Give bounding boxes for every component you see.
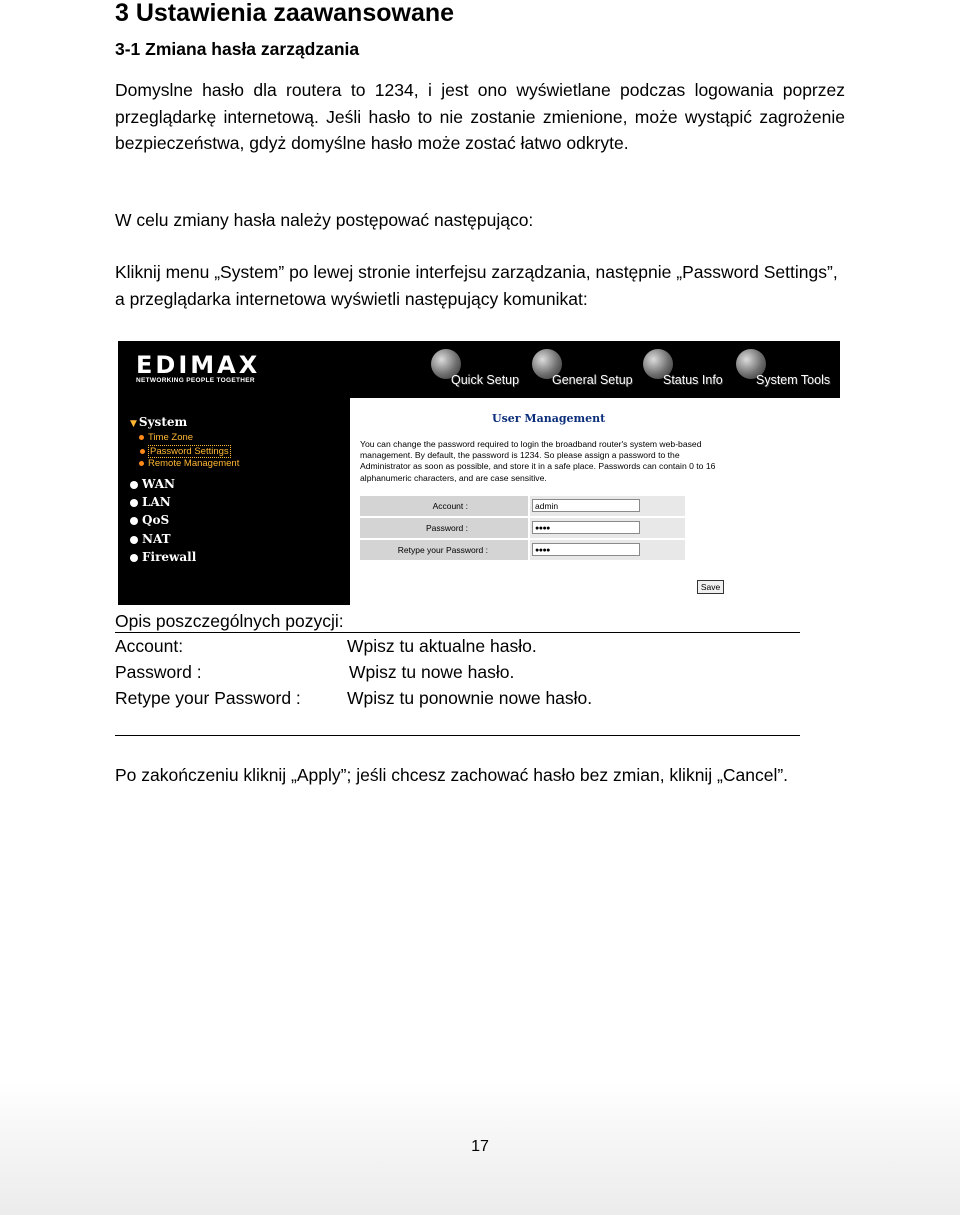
definition-term: Account: (115, 636, 184, 656)
sidebar-item-nat[interactable] (130, 532, 171, 546)
definition-description: Wpisz tu aktualne hasło. (347, 636, 537, 656)
password-label: Password : (425, 523, 468, 533)
edimax-logo: EDIMAX (136, 351, 261, 379)
sidebar-item-label: Remote Management (148, 458, 240, 469)
nav-status-info[interactable] (663, 357, 723, 389)
definition-term: Password : (115, 662, 202, 682)
sidebar-item-label: System (138, 415, 188, 429)
bullet-icon (130, 517, 138, 525)
sidebar-item-lan[interactable] (130, 495, 171, 509)
sidebar-item-system[interactable] (130, 415, 187, 431)
retype-password-input[interactable]: ●●●● (532, 543, 640, 556)
form-row-password (360, 518, 685, 538)
sidebar-item-qos[interactable] (130, 513, 169, 527)
subsection-heading: 3-1 Zmiana hasła zarządzania (115, 39, 360, 59)
definition-term: Retype your Password : (115, 688, 301, 708)
retype-password-label: Retype your Password : (397, 545, 488, 555)
instruction-paragraph: W celu zmiany hasła należy postępować następująco: (115, 210, 534, 230)
sidebar-item-label: WAN (142, 477, 175, 491)
definition-description: Wpisz tu ponownie nowe hasło. (347, 688, 593, 708)
intro-paragraph: Domyslne hasło dla routera to 1234, i jest ono wyświetlane podczas logowania poprzez przeglądarkę internetową. Jeśli hasło to nie zostanie zmienione, może wystąpić zagrożenie bezpieczeństwa, gdyż domyślne hasło może zostać łatwo odkryte. (115, 80, 845, 153)
sidebar-item-firewall[interactable] (130, 550, 196, 564)
nav-quick-setup[interactable] (451, 357, 519, 389)
definitions-heading: Opis poszczególnych pozycji: (115, 611, 344, 631)
page-title: User Management (492, 412, 606, 425)
router-content (350, 398, 840, 605)
nav-general-setup[interactable] (552, 357, 633, 389)
sidebar-item-label: Time Zone (148, 432, 194, 443)
sidebar-item-password-settings[interactable] (148, 445, 231, 458)
bullet-icon (130, 481, 138, 489)
divider (115, 735, 800, 736)
bullet-icon (140, 449, 145, 454)
chevron-down-icon: ▼ (130, 419, 137, 429)
sidebar-item-label: NAT (142, 532, 171, 546)
sidebar-item-label: Password Settings (150, 446, 229, 457)
page-number: 17 (471, 1138, 489, 1155)
definition-description: Wpisz tu nowe hasło. (349, 662, 515, 682)
form-row-account (360, 496, 685, 516)
router-sidebar (118, 398, 350, 605)
section-heading: 3 Ustawienia zaawansowane (115, 0, 455, 27)
form-row-retype (360, 540, 685, 560)
divider (115, 632, 800, 633)
bullet-icon (130, 554, 138, 562)
nav-label: Status Info (663, 373, 723, 387)
account-label: Account : (432, 501, 468, 511)
menu-paragraph: Kliknij menu „System” po lewej stronie interfejsu zarządzania, następnie „Password Settings”, a przeglądarka internetowa wyświetli następujący komunikat: (115, 262, 838, 309)
password-form (360, 496, 685, 562)
bullet-icon (130, 536, 138, 544)
bullet-icon (139, 435, 144, 440)
password-input[interactable]: ●●●● (532, 521, 640, 534)
nav-label: System Tools (756, 373, 831, 387)
sidebar-item-remote-management[interactable] (148, 458, 239, 469)
nav-system-tools[interactable] (756, 357, 830, 389)
router-header (118, 341, 840, 398)
sidebar-item-label: Firewall (142, 550, 197, 564)
nav-label: General Setup (552, 373, 633, 387)
router-screenshot (118, 341, 840, 605)
sidebar-item-wan[interactable] (130, 477, 175, 491)
account-input[interactable]: admin (532, 499, 640, 512)
logo-tagline: NETWORKING PEOPLE TOGETHER (136, 377, 255, 384)
sidebar-item-label: LAN (142, 495, 171, 509)
sidebar-item-time-zone[interactable] (148, 432, 193, 443)
sidebar-item-label: QoS (142, 513, 170, 527)
save-button[interactable]: Save (697, 580, 724, 594)
bullet-icon (139, 461, 144, 466)
page-description: You can change the password required to login the broadband router's system web-based management. By default, the password is 1234. So please assign a password to the Administrator as soon as possible, and store it in a safe place. Passwords can contain 0 to 16 alphanumeric characters, and are case sensitive. (360, 439, 716, 483)
nav-label: Quick Setup (451, 373, 520, 387)
closing-paragraph: Po zakończeniu kliknij „Apply”; jeśli chcesz zachować hasło bez zmian, kliknij „Cancel”. (115, 765, 789, 785)
bullet-icon (130, 499, 138, 507)
